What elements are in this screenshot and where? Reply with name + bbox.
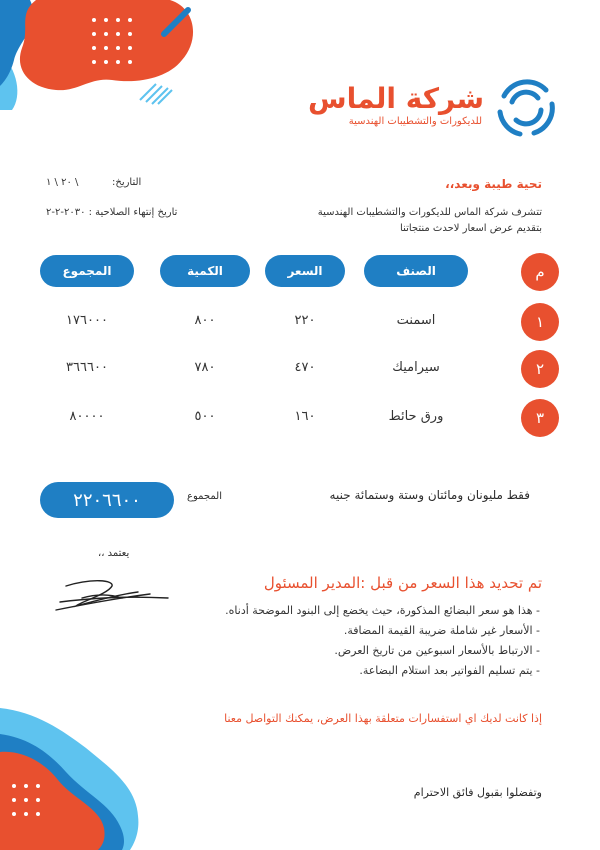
row-1-price: ٢٢٠ bbox=[294, 313, 316, 328]
row-2-num: ٢ bbox=[521, 350, 559, 388]
approval-label: يعتمد ،، bbox=[98, 548, 130, 559]
total-label: المجموع bbox=[187, 491, 222, 502]
header-price: السعر bbox=[265, 255, 345, 287]
note-item-1: - هذا هو سعر البضائع المذكورة، حيث يخضع إلى البنود الموضحة أدناه. bbox=[225, 604, 540, 617]
closing-line: وتفضلوا بقبول فائق الاحترام bbox=[413, 786, 542, 799]
notes-title: تم تحديد هذا السعر من قبل :المدير المسئول bbox=[263, 574, 542, 592]
header-qty: الكمية bbox=[160, 255, 250, 287]
signature-image bbox=[52, 572, 170, 616]
greeting: تحية طيبة وبعد،، bbox=[445, 177, 542, 191]
row-2-item: سيراميك bbox=[392, 360, 440, 375]
row-1-total: ١٧٦٠٠٠ bbox=[66, 313, 108, 328]
row-2-price: ٤٧٠ bbox=[294, 360, 316, 375]
note-item-4: - يتم تسليم الفواتير بعد استلام البضاعة. bbox=[359, 664, 540, 677]
decorative-blob-bottom bbox=[0, 708, 150, 850]
header-item: الصنف bbox=[364, 255, 468, 287]
note-item-2: - الأسعار غير شاملة ضريبة القيمة المضافة. bbox=[343, 624, 540, 637]
row-2-total: ٣٦٦٦٠٠ bbox=[66, 360, 108, 375]
header-num: م bbox=[521, 253, 559, 291]
row-1-num: ١ bbox=[521, 303, 559, 341]
row-3-total: ٨٠٠٠٠ bbox=[69, 409, 105, 424]
company-name: شركة الماس bbox=[308, 82, 484, 115]
row-3-qty: ٥٠٠ bbox=[194, 409, 216, 424]
date-value: ٢٠ \ ١ \ bbox=[46, 177, 79, 188]
row-3-price: ١٦٠ bbox=[294, 409, 316, 424]
expiry-date: تاريخ إنتهاء الصلاحية : ٢٠٣٠-٢-٢ bbox=[46, 207, 178, 218]
intro-line-1: تتشرف شركة الماس للديكورات والتشطيبات الهندسية bbox=[317, 207, 542, 218]
row-3-item: ورق حائط bbox=[388, 409, 444, 424]
company-logo-icon bbox=[494, 76, 558, 140]
row-1-qty: ٨٠٠ bbox=[194, 313, 216, 328]
header-total: المجموع bbox=[40, 255, 134, 287]
row-2-qty: ٧٨٠ bbox=[194, 360, 216, 375]
decorative-blob-top bbox=[0, 0, 200, 110]
total-in-words: فقط مليونان ومائتان وستة وستمائة جنيه bbox=[329, 488, 530, 502]
note-item-3: - الارتباط بالأسعار اسبوعين من تاريخ العرض. bbox=[334, 644, 540, 657]
company-tagline: للديكورات والتشطيبات الهندسية bbox=[348, 116, 482, 127]
intro-line-2: بتقديم عرض اسعار لاحدث منتجاتنا bbox=[400, 223, 542, 234]
row-1-item: اسمنت bbox=[396, 313, 436, 328]
total-value: ٢٢٠٦٦٠٠ bbox=[40, 482, 174, 518]
date-label: التاريخ: bbox=[112, 177, 142, 188]
contact-line: إذا كانت لديك اي استفسارات متعلقة بهذا العرض، يمكنك التواصل معنا bbox=[224, 712, 542, 725]
row-3-num: ٣ bbox=[521, 399, 559, 437]
